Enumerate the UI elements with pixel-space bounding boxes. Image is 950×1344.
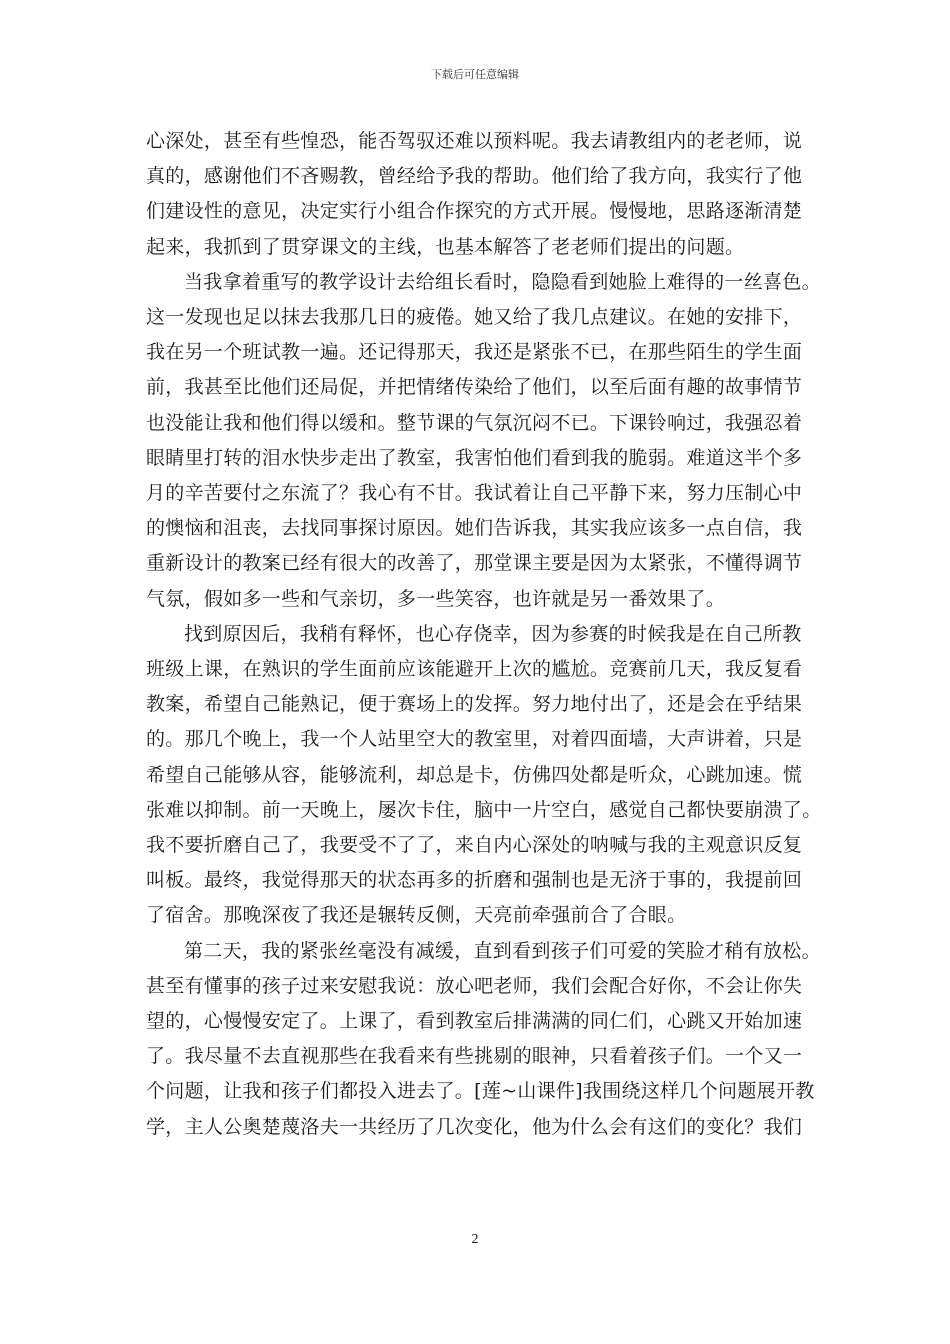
text-line: 了宿舍。那晚深夜了我还是辗转反侧，天亮前牵强前合了合眼。 [146, 904, 687, 927]
text-line: 张难以抑制。前一天晚上，屡次卡住，脑中一片空白，感觉自己都快要崩溃了。 [146, 798, 822, 821]
text-line: 们建设性的意见，决定实行小组合作探究的方式开展。慢慢地，思路逐渐清楚 [146, 200, 803, 223]
body-text [146, 124, 822, 1145]
text-line: 的懊恼和沮丧，去找同事探讨原因。她们告诉我，其实我应该多一点自信，我 [146, 517, 803, 540]
text-line: 叫板。最终，我觉得那天的状态再多的折磨和强制也是无济于事的，我提前回 [146, 869, 803, 892]
text-line: 也没能让我和他们得以缓和。整节课的气氛沉闷不已。下课铃响过，我强忍着 [146, 411, 803, 434]
text-line: 重新设计的教案已经有很大的改善了，那堂课主要是因为太紧张，不懂得调节 [146, 552, 803, 575]
text-line: 心深处，甚至有些惶恐，能否驾驭还难以预料呢。我去请教组内的老老师，说 [146, 130, 803, 152]
paragraph-first-line: 当我拿着重写的教学设计去给组长看时，隐隐看到她脸上难得的一丝喜色。 [184, 270, 821, 293]
text-line: 真的，感谢他们不吝赐教，曾经给予我的帮助。他们给了我方向，我实行了他 [146, 165, 803, 188]
text-line: 月的辛苦要付之东流了？我心有不甘。我试着让自己平静下来，努力压制心中 [146, 482, 803, 505]
text-line: 望的，心慢慢安定了。上课了，看到教室后排满满的同仁们，心跳又开始加速 [146, 1010, 803, 1033]
text-line: 的。那几个晚上，我一个人站里空大的教室里，对着四面墙，大声讲着，只是 [146, 728, 803, 751]
text-line: 我在另一个班试教一遍。还记得那天，我还是紧张不已，在那些陌生的学生面 [146, 341, 803, 364]
text-line: 教案，希望自己能熟记，便于赛场上的发挥。努力地付出了，还是会在乎结果 [146, 693, 803, 716]
text-line: 前，我甚至比他们还局促，并把情绪传染给了他们，以至后面有趣的故事情节 [146, 376, 803, 399]
text-line: 这一发现也足以抹去我那几日的疲倦。她又给了我几点建议。在她的安排下， [146, 306, 803, 329]
page-number: 2 [471, 1232, 479, 1247]
page-header: 下载后可任意编辑 [431, 68, 519, 81]
text-line: 我不要折磨自己了，我要受不了了，来自内心深处的呐喊与我的主观意识反复 [146, 834, 803, 857]
text-line: 眼睛里打转的泪水快步走出了教室，我害怕他们看到我的脆弱。难道这半个多 [146, 446, 803, 469]
text-line: 起来，我抓到了贯穿课文的主线，也基本解答了老老师们提出的问题。 [146, 235, 745, 258]
paragraph-first-line: 找到原因后，我稍有释怀，也心存侥幸，因为参赛的时候我是在自己所教 [184, 622, 802, 645]
text-line: 学，主人公奥楚蔑洛夫一共经历了几次变化，他为什么会有这们的变化？我们 [146, 1115, 803, 1138]
text-line: 甚至有懂事的孩子过来安慰我说：放心吧老师，我们会配合好你，不会让你失 [146, 974, 803, 997]
text-line: 班级上课，在熟识的学生面前应该能避开上次的尴尬。竞赛前几天，我反复看 [146, 658, 803, 681]
text-line: 希望自己能够从容，能够流利，却总是卡，仿佛四处都是听众，心跳加速。慌 [146, 763, 803, 786]
text-line: 个问题，让我和孩子们都投入进去了。[莲~山课件]我围绕这样几个问题展开教 [146, 1080, 815, 1103]
paragraph-first-line: 第二天，我的紧张丝毫没有减缓，直到看到孩子们可爱的笑脸才稍有放松。 [184, 939, 821, 962]
text-line: 气氛，假如多一些和气亲切，多一些笑容，也许就是另一番效果了。 [146, 587, 726, 610]
text-line: 了。我尽量不去直视那些在我看来有些挑剔的眼神，只看着孩子们。一个又一 [146, 1045, 803, 1068]
